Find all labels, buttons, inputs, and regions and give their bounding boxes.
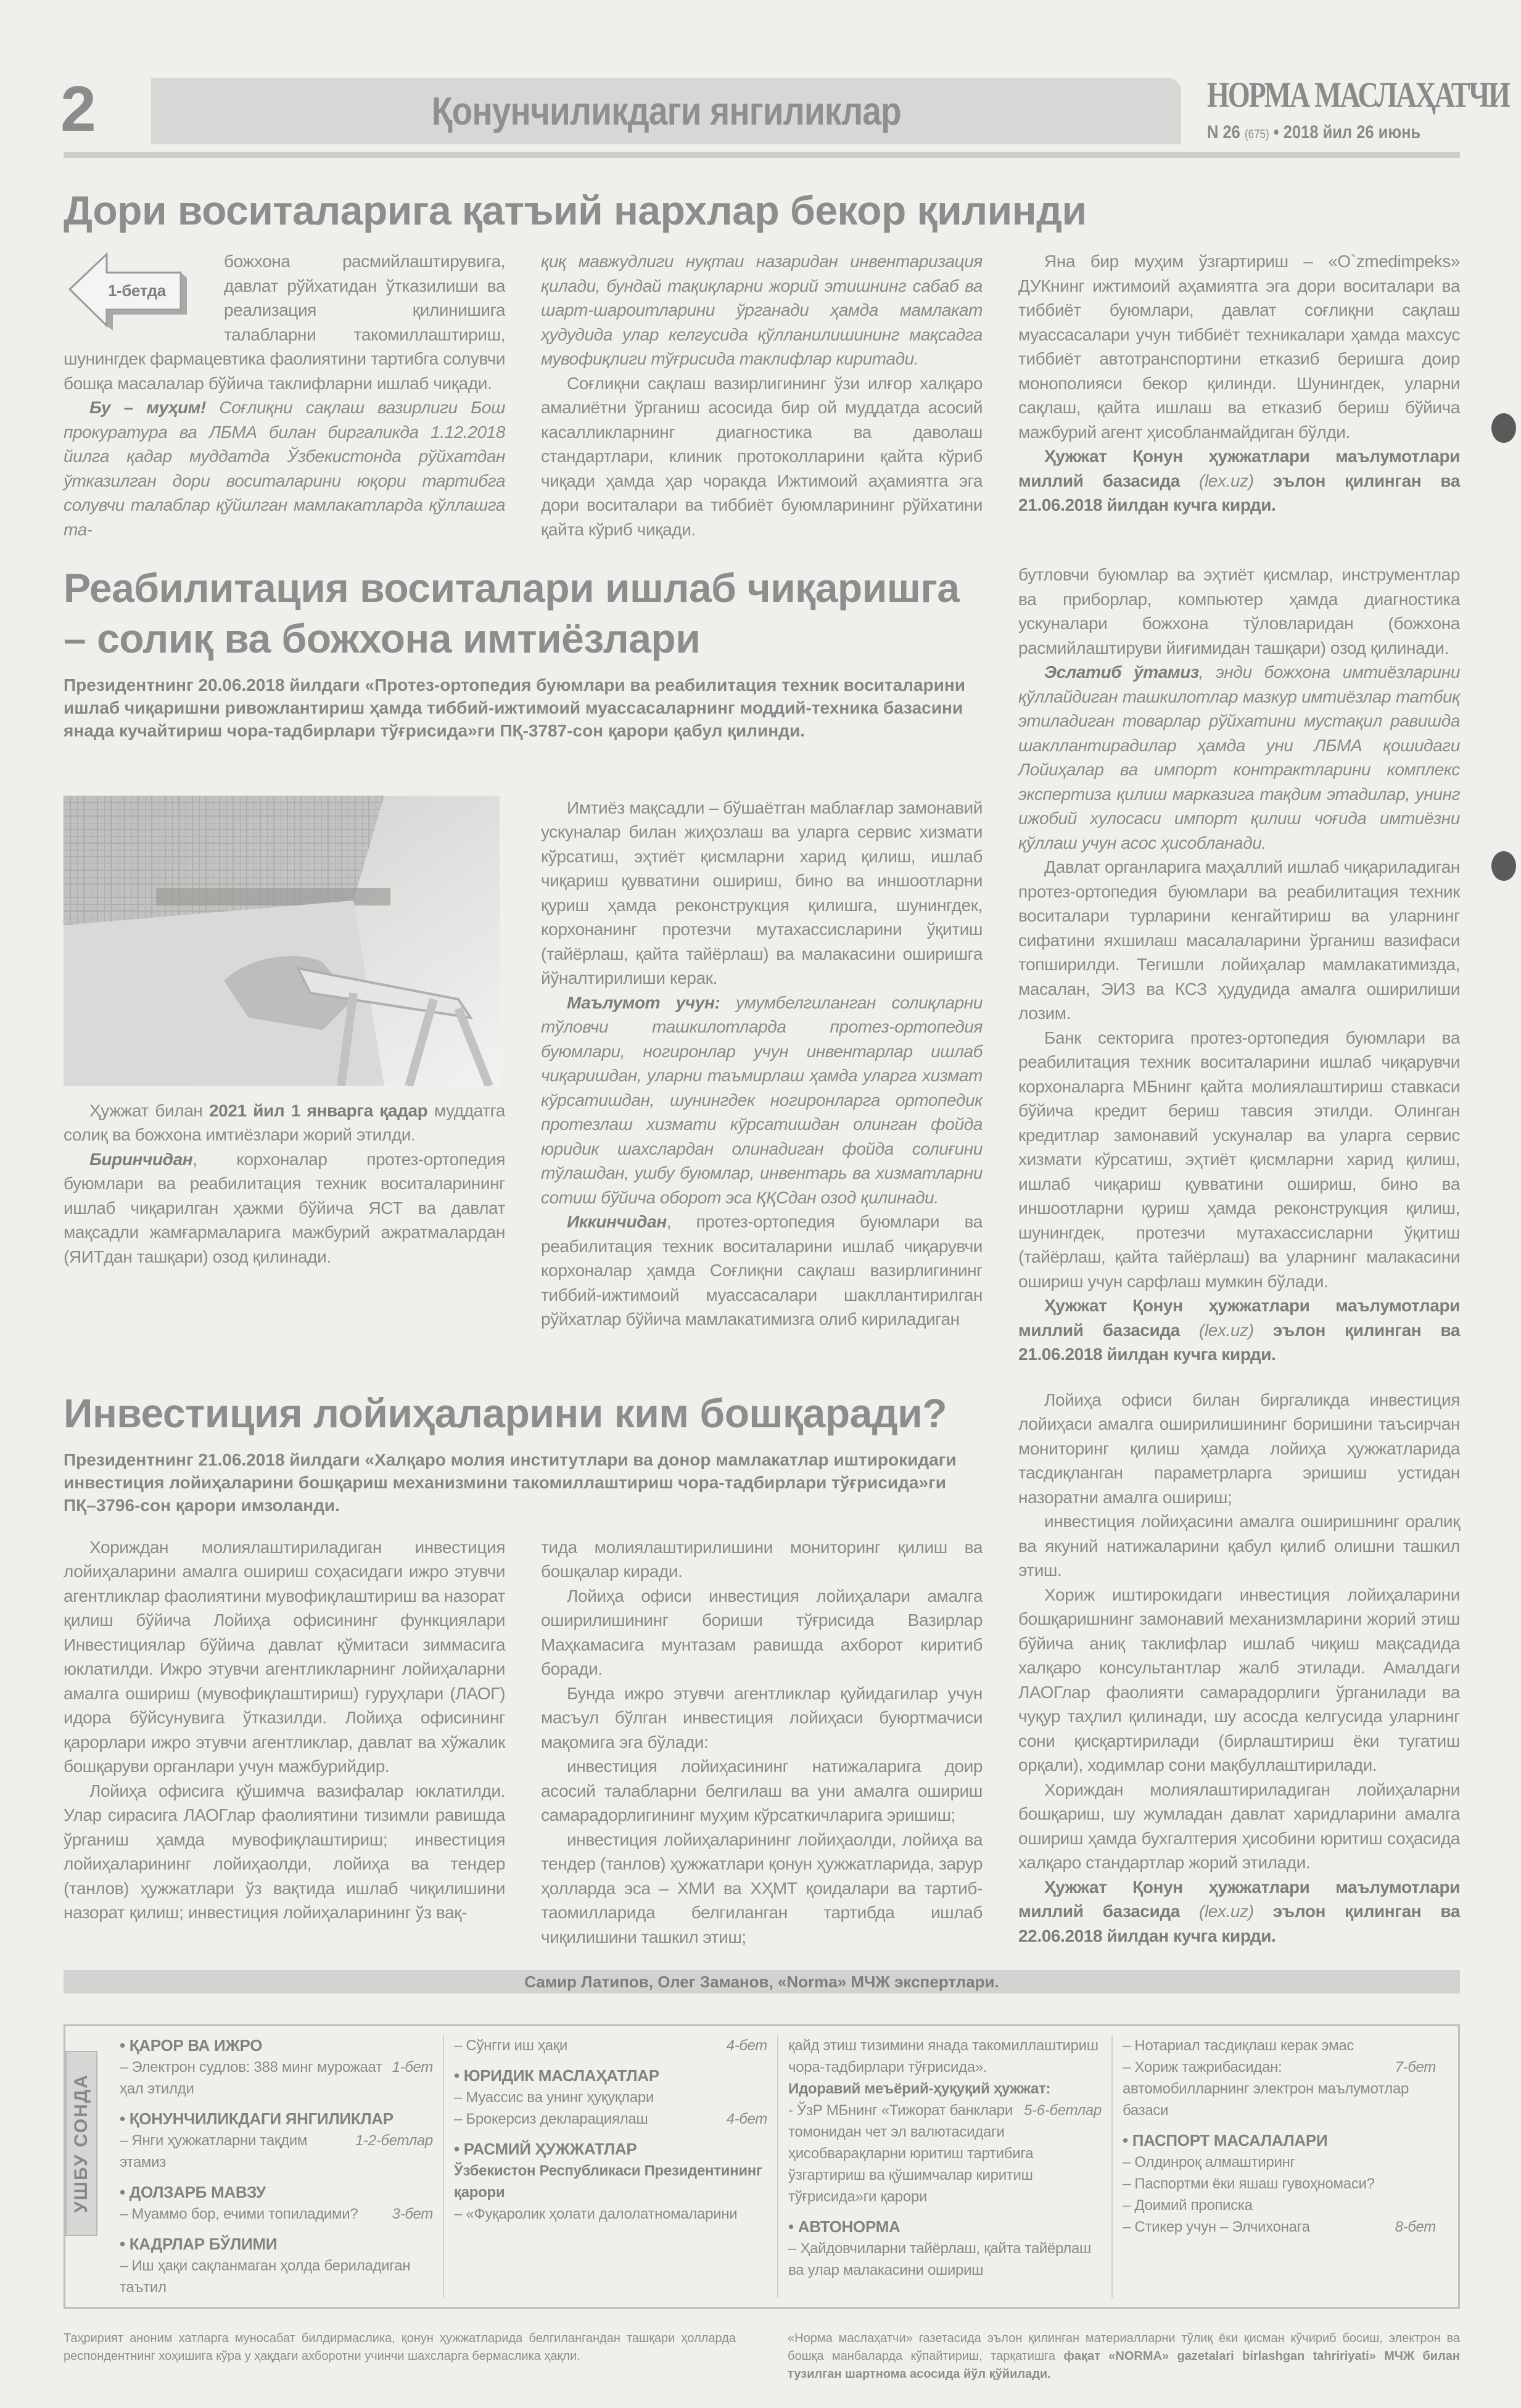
contents-text: – Брокерсиз декларациялаш <box>454 2111 648 2127</box>
contents-text: • ҚАРОР ВА ИЖРО <box>120 2036 263 2055</box>
contents-heading <box>1123 2130 1436 2151</box>
contents-item <box>1123 2195 1436 2216</box>
contents-item <box>120 2203 433 2225</box>
contents-item <box>454 2108 767 2130</box>
contents-item <box>120 2130 433 2173</box>
article1-column-1 <box>64 249 505 542</box>
article1 <box>64 185 1460 542</box>
contents-item <box>454 2087 767 2108</box>
article3-heading <box>64 1388 983 1535</box>
contents-text: – Паспортми ёки яшаш гувоҳномаси? <box>1123 2175 1375 2192</box>
article3-column-1 <box>64 1535 505 1925</box>
contents-item <box>788 2035 1102 2078</box>
contents-text: Ўзбекистон Республикаси Президентининг қарори <box>454 2163 762 2201</box>
contents-text: • АВТОНОРМА <box>788 2217 901 2236</box>
contents-text: – Муассис ва унинг ҳуқуқлари <box>454 2089 654 2106</box>
contents-subheading <box>454 2160 767 2203</box>
emphasis-text: (lex.uz) <box>1199 471 1254 490</box>
paragraph <box>1018 1293 1460 1367</box>
contents-text: – Иш ҳақи сақланмаган ҳолда бериладиган таътил <box>120 2258 411 2296</box>
paragraph <box>64 1779 505 1925</box>
contents-heading <box>454 2065 767 2087</box>
paragraph <box>541 1210 983 1332</box>
contents-text: • ЮРИДИК МАСЛАҲАТЛАР <box>454 2066 659 2085</box>
contents-item <box>1123 2035 1436 2056</box>
contents-text: – Электрон судлов: 388 минг мурожаат ҳал этилди <box>120 2059 382 2097</box>
photo-hand-on-walker <box>64 796 500 1086</box>
emphasis-text: Ҳужжат Қонун ҳужжатлари маълумотлари миллий базасида <box>1018 447 1460 490</box>
article3-column-3 <box>1018 1388 1460 1948</box>
article2-heading <box>64 563 983 761</box>
paragraph <box>1018 1026 1460 1294</box>
article2 <box>64 563 1460 1367</box>
contents-text: • ПАСПОРТ МАСАЛАЛАРИ <box>1123 2131 1328 2150</box>
emphasis-text: 2021 йил 1 январга қадар <box>209 1100 428 1120</box>
body-text: , протез-ортопедия буюмлари ва реабилитация техник воситаларини ишлаб чиқарувчи корхоналар ҳамда Соғлиқни сақлаш вазирлигининг тиббий-ижтимоий муассасалари шакллантирилган рўйхатлар бўйича мамлакатимизга олиб кириладиган <box>541 1212 983 1329</box>
emphasis-text: эълон қилинган ва 22.06.2018 йилдан кучга кирди. <box>1018 1902 1460 1945</box>
contents-heading <box>120 2108 433 2130</box>
contents-column-4 <box>1113 2035 1446 2298</box>
page-reference: 4-бет <box>726 2111 767 2127</box>
section-title: Қонунчиликдаги янгиликлар <box>431 89 901 133</box>
body-text: Ҳужжат билан <box>89 1100 209 1120</box>
page-reference: 1-2-бетлар <box>355 2132 433 2149</box>
article3-column-2 <box>541 1535 983 1950</box>
emphasis-text: Маълумот учун: <box>567 992 720 1012</box>
issue-total: (675) <box>1244 128 1269 141</box>
contents-item <box>788 2238 1102 2281</box>
page-reference: 1-бет <box>392 2059 433 2076</box>
issue-number: N 26 <box>1207 122 1240 142</box>
footer-copyright-text: «Норма маслаҳатчи» газетасида эълон қилинган материалларни тўлиқ ёки қисман кўчириб босиш, электрон ва бошқа манбаларда кўпайтириш, тарқатишга <box>788 2332 1460 2363</box>
paragraph <box>541 796 983 991</box>
footer <box>64 2330 1460 2383</box>
continued-from-arrow <box>64 249 212 342</box>
contents-item <box>120 2255 433 2298</box>
article3-title: Инвестиция лойиҳаларини ким бошқаради? <box>64 1390 947 1436</box>
paragraph <box>541 1828 983 1950</box>
paragraph <box>1018 1875 1460 1948</box>
contents-box <box>64 2024 1460 2309</box>
footer-editorial-note: Таҳририят аноним хатларга муносабат билдирмаслика, қонун ҳужжатларида белгилангандан ташқари ҳолларда респондентнинг хоҳишига кўра у ҳақдаги ахборотни учинчи шахсларга бермаслика ҳақли. <box>64 2332 736 2363</box>
contents-text: Идоравий меъёрий-ҳуқуқий ҳужжат: <box>788 2080 1051 2097</box>
paragraph <box>64 395 505 542</box>
issue-date: 2018 йил 26 июнь <box>1283 122 1421 142</box>
article3 <box>64 1388 1460 1950</box>
article1-title: Дори воситаларига қатъий нархлар бекор қилинди <box>64 188 1087 233</box>
paragraph <box>64 1099 505 1147</box>
contents-heading <box>788 2216 1102 2238</box>
contents-column-3 <box>778 2035 1111 2298</box>
body-text: Бунда ижро этувчи агентликлар қуйидагилар учун масъул бўлган инвестиция лойиҳаси буюртмачиси мақомига эга бўлади: <box>541 1683 983 1752</box>
contents-text: – Муаммо бор, ечими топиладими? <box>120 2206 358 2222</box>
body-text: божхона расмийлаштирувига, давлат рўйхатидан ўтказилиши ва реализация қилинишига талабларни такомиллаштириш, шунингдек фармацевтика фаолиятини тартибга солувчи бошқа масалалар бўйича таклифларни ишлаб чиқади. <box>64 252 505 393</box>
emphasis-text: Иккинчидан <box>567 1212 667 1232</box>
contents-heading <box>120 2035 433 2056</box>
emphasis-text: эълон қилинган ва 21.06.2018 йилдан кучга кирди. <box>1018 471 1460 514</box>
punch-hole-mark <box>1491 413 1516 443</box>
contents-text: – Ҳайдовчиларни тайёрлаш, қайта тайёрлаш ва улар малакасини ошириш <box>788 2240 1091 2278</box>
contents-text: • ДОЛЗАРБ МАВЗУ <box>120 2183 266 2201</box>
body-text: Лойиҳа офиси инвестиция лойиҳалари амалга оширилишининг бориши тўғрисида Вазирлар Маҳкамасига мунтазам равишда ахборот киритиб боради. <box>541 1586 983 1678</box>
bullet: • <box>1273 122 1284 142</box>
contents-item <box>454 2035 767 2056</box>
contents-text: • ҚОНУНЧИЛИКДАГИ ЯНГИЛИКЛАР <box>120 2109 394 2128</box>
contents-text: – Стикер учун – Элчихонага <box>1123 2219 1310 2235</box>
body-text: бутловчи буюмлар ва эҳтиёт қисмлар, инструментлар ва приборлар, компьютер ҳамда диагностика ускуналари божхона тўловларидан (божхона расмийлаштируви йиғимидан ташқари) озод қилинади. <box>1018 565 1460 658</box>
article1-column-3 <box>1018 249 1460 517</box>
contents-text: • РАСМИЙ ҲУЖЖАТЛАР <box>454 2140 637 2158</box>
continued-label: 1-бетда <box>108 281 166 300</box>
paragraph <box>1018 1388 1460 1510</box>
emphasis-text: (lex.uz) <box>1199 1320 1254 1340</box>
paragraph <box>1018 1778 1460 1875</box>
page-number: 2 <box>60 73 96 145</box>
body-text: Банк секторига протез-ортопедия буюмлари ва реабилитация техник воситаларини ишлаб чиқарувчи корхоналарга МБнинг қайта молиялаштириш ставкаси бўйича кредит бериш тавсия этилди. Олинган кредитлар замонавий ускуналар ва уларга сервис хизмати кўрсатиш, эҳтиёт қисмларни харид қилиш, ишлаб чиқариш қувватини ошириш, бино ва иншоотларни қуриш ҳамда реконструкция қилиш, шунингдек, протезчи мутахассисларни ўқитиш (тайёрлаш, қайта тайёрлаш) ва уларнинг малакасини ошириш учун сарфлаш мумкин бўлади. <box>1018 1028 1460 1291</box>
contents-heading <box>454 2138 767 2160</box>
contents-label-tab <box>65 2051 97 2236</box>
page-reference: 5-6-бетлар <box>1024 2102 1102 2119</box>
punch-hole-mark <box>1491 851 1516 881</box>
body-text: Соғлиқни сақлаш вазирлигининг ўзи илғор халқаро амалиётни ўрганиш асосида бир ой муддатда асосий касалликларнинг диагностика ва даволаш стандартлари, клиник протоколларини қайта кўриб чиқади ҳамда ҳар чоракда Ижтимоий аҳамиятга эга дори воситалари ва тиббиёт буюмларининг рўйхатини қайта кўриб чиқади. <box>541 373 983 539</box>
emphasis-text: Бу – муҳим! <box>89 398 220 417</box>
article2-column-2 <box>541 796 983 1332</box>
paragraph <box>64 1147 505 1269</box>
emphasis-text: , энди божхона имтиёзларини қўллайдиган ташкилотлар мазкур имтиёзлар татбиқ этиладиган товарлар рўйхатини мустақил равишда шакллантирадилар ҳамда уни ЛБМА қошидаги Лойиҳалар ва импорт контрактларини комплекс экспертиза қилиш марказига тақдим этадилар, унинг ижобий хулосаси импорт қилиш чоғида имтиёзни қўллаш учун асос ҳисобланади. <box>1018 662 1460 852</box>
article1-column-2 <box>541 249 983 542</box>
article2-lead: Президентнинг 20.06.2018 йилдаги «Протез-ортопедия буюмлари ва реабилитация техник воситаларини ишлаб чиқаришни ривожлантириш ҳамда тиббий-ижтимоий муассасаларнинг моддий-техника базасини янада кучайтириш чора-тадбирлари тўғрисида»ги ПҚ-3787-сон қарори қабул қилинди. <box>64 675 965 740</box>
paragraph <box>1018 855 1460 1026</box>
body-text: Лойиҳа офисига қўшимча вазифалар юклатилди. Улар сирасига ЛАОГлар фаолиятини тизимли равишда ўрганиш ҳамда мувофиқлаштириш; инвестиция лойиҳаларининг лойиҳаолди, лойиҳа ва тендер (танлов) ҳужжатлари ўз вақтида ишлаб чиқилишини назорат қилиш; инвестиция лойиҳаларининг ўз вақ- <box>64 1781 505 1922</box>
contents-item <box>454 2203 767 2225</box>
body-text: муддатга солиқ ва божхона имтиёзлари жорий этилди. <box>64 1100 505 1145</box>
emphasis-text: (lex.uz) <box>1199 1902 1254 1921</box>
emphasis-text: умумбелгиланган солиқларни тўловчи ташкилотларда протез-ортопедия буюмлари, ногиронлар учун инвентарлар ишлаб чиқаришдан, уларни таъмирлаш ҳамда уларга хизмат кўрсатишдан, шунингдек ногиронларга ортопедик протезлаш хизмати кўрсатишдан олинган фойда юридик шахслардан олинадиган фойда солиғини тўлашдан, ушбу буюмлар, инвентарь ва хизматларни сотиш бўйича оборот эса ҚҚСдан озод қилинади. <box>541 992 983 1207</box>
contents-text: - ЎзР МБнинг «Тижорат банклари томонидан чет эл валютасидаги ҳисобварақларни юритиш тартибига ўзгартириш ва қўшимчалар киритиш тўғрисида»ги қарори <box>788 2102 1034 2205</box>
article3-lead: Президентнинг 21.06.2018 йилдаги «Халқаро молия институтлари ва донор мамлакатлар иштирокидаги инвестиция лойиҳаларини бошқариш механизмини такомиллаштириш чора-тадбирлари тўғрисида»ги ПҚ–3796-сон қарори имзоланди. <box>64 1449 957 1515</box>
contents-text: – Хориж тажрибасидан: автомобилларнинг электрон маълумотлар базаси <box>1123 2059 1409 2119</box>
body-text: инвестиция лойиҳасини амалга оширишнинг оралиқ ва якуний натижаларини қабул қилиб олишни ташкил этиш. <box>1018 1512 1460 1580</box>
contents-item <box>788 2100 1102 2208</box>
contents-item <box>1123 2151 1436 2173</box>
byline: Самир Латипов, Олег Заманов, «Norma» МЧЖ экспертлари. <box>64 1970 1460 1994</box>
body-text: инвестиция лойиҳасининг натижаларига доир асосий талабларни белгилаш ва уни амалга ошириш самарадорлигининг муҳим кўрсаткичларига эришиш; <box>541 1757 983 1825</box>
paragraph <box>1018 249 1460 444</box>
contents-text: – Янги ҳужжатларни тақдим этамиз <box>120 2132 308 2171</box>
contents-text: – Сўнгги иш ҳақи <box>454 2037 567 2054</box>
article2-column-3 <box>1018 563 1460 1367</box>
body-text: Хориж иштирокидаги инвестиция лойиҳаларини бошқаришнинг замонавий механизмларини жорий этиш бўйича аниқ таклифлар ишлаб чиқиш мақсадида халқаро консультантлар жалб этилади. Амалдаги ЛАОГлар фаолияти самарадорлиги ўрганилади ва чуқур таҳлил қилинади, шу асосда келгусида уларнинг сони қисқартирилади (бирлаштириш ёки тугатиш орқали), ходимлар сони мақбуллаштирилади. <box>1018 1585 1460 1775</box>
contents-text: – Олдинроқ алмаштиринг <box>1123 2154 1295 2171</box>
contents-column-1 <box>110 2035 443 2298</box>
body-text: Яна бир муҳим ўзгартириш – «O`zmedimpeks» ДУКнинг ижтимоий аҳамиятга эга дори воситалари ва тиббиёт буюмлари, давлат соғлиқни сақлаш муассасалари учун тиббиёт техникалари ҳамда махсус тиббиёт автотранспортини етказиб беришга доир монополияси бекор қилинди. Шунингдек, уларни сақлаш, қайта ишлаш ва етказиб бериш бўйича мажбурий агент ҳисобланмайдиган бўлди. <box>1018 252 1460 442</box>
contents-subheading <box>788 2078 1102 2100</box>
footer-copyright-bold: фақат «NORMA» gazetalari birlashgan tahririyati» МЧЖ билан тузилган шартнома асосида йўл қўйилади. <box>788 2349 1460 2381</box>
article2-title: Реабилитация воситалари ишлаб чиқаришга – солиқ ва божхона имтиёзлари <box>64 565 960 661</box>
paragraph <box>1018 660 1460 855</box>
contents-item <box>1123 2216 1436 2238</box>
page-reference: 8-бет <box>1395 2219 1436 2235</box>
body-text: Лойиҳа офиси билан биргаликда инвестиция лойиҳаси амалга оширилишининг боришини таъсирчан мониторинг қилиш ҳамда лойиҳа ҳужжатларида тасдиқланган параметрларга эришиш устидан назоратни амалга ошириш; <box>1018 1390 1460 1507</box>
paragraph <box>1018 1583 1460 1778</box>
contents-item <box>1123 2056 1436 2121</box>
paragraph <box>1018 563 1460 660</box>
masthead: НОРМА МАСЛАҲАТЧИ <box>1207 75 1509 115</box>
contents-text: – Нотариал тасдиқлаш керак эмас <box>1123 2037 1354 2054</box>
paragraph <box>1018 1509 1460 1583</box>
page-reference: 7-бет <box>1395 2059 1436 2076</box>
paragraph <box>541 249 983 371</box>
contents-heading <box>120 2182 433 2203</box>
paragraph <box>541 991 983 1210</box>
contents-item <box>120 2056 433 2100</box>
emphasis-text: Эслатиб ўтамиз <box>1044 662 1199 682</box>
body-text: Хориждан молиялаштириладиган инвестиция лойиҳаларини амалга ошириш соҳасидаги ижро этувчи агентликлар фаолиятини мувофиқлаштириш ва назорат қилиш бўйича Лойиҳа офисининг функциялари Инвестициялар бўйича давлат қўмитаси зиммасига юклатилди. Ижро этувчи агентликларнинг лойиҳаларни амалга ошириш (мувофиқлаштириш) гуруҳлари (ЛАОГ) идора бўйсунувига ўтказилди. Лойиҳа офисининг қарорлари ижро этувчи агентликлар, давлат ва хўжалик бошқаруви органлари учун мажбурийдир. <box>64 1537 505 1776</box>
page-reference: 4-бет <box>726 2037 767 2054</box>
paragraph <box>541 1535 983 1584</box>
article2-photo <box>64 796 500 1086</box>
footer-copyright-note <box>788 2330 1460 2383</box>
contents-text: – Доимий прописка <box>1123 2197 1253 2214</box>
paragraph <box>541 1681 983 1755</box>
body-text: инвестиция лойиҳаларининг лойиҳаолди, лойиҳа ва тендер (танлов) ҳужжатлари қонун ҳужжатларида, зарур ҳолларда эса – ХМИ ва ХҲМТ қоидалари ва тартиб-таомилларида белгиланган тартибда ишлаб чиқилишини ташкил этиш; <box>541 1829 983 1947</box>
body-text: тида молиялаштирилишини мониторинг қилиш ва бошқалар киради. <box>541 1537 983 1581</box>
contents-item <box>1123 2173 1436 2195</box>
article2-column-1 <box>64 1099 505 1269</box>
contents-label: УШБУ СОНДА <box>71 2074 92 2213</box>
contents-text: – «Фуқаролик ҳолати далолатномаларини <box>454 2206 738 2222</box>
contents-heading <box>120 2233 433 2255</box>
body-text: Хориждан молиялаштириладиган лойиҳаларни бошқариш, шу жумладан давлат харидларини амалга ошириш ҳамда бухгалтерия ҳисобини юритиш соҳасида халқаро стандартлар жорий этилади. <box>1018 1779 1460 1872</box>
contents-text: • КАДРЛАР БЎЛИМИ <box>120 2235 278 2253</box>
contents-column-2 <box>444 2035 777 2298</box>
paragraph <box>541 371 983 542</box>
paragraph <box>541 1754 983 1828</box>
emphasis-text: Ҳужжат Қонун ҳужжатлари маълумотлари миллий базасида <box>1018 1877 1460 1921</box>
emphasis-text: қиқ мавжудлиги нуқтаи назаридан инвентаризация қилади, бундай тақиқларни жорий этишнинг сабаб ва шарт-шароитларини ўрганади ҳамда мамлакат ҳудудида улар келгусида қўлланилишининг мақсадга мувофиқлиги тўғрисида таклифлар киритади. <box>541 252 983 368</box>
contents-text: қайд этиш тизимини янада такомиллаштириш чора-тадбирлари тўғрисида». <box>788 2037 1098 2076</box>
paragraph <box>64 1535 505 1779</box>
emphasis-text: Биринчидан <box>89 1149 193 1169</box>
emphasis-text: эълон қилинган ва 21.06.2018 йилдан кучга кирди. <box>1018 1320 1460 1364</box>
body-text: Давлат органларига маҳаллий ишлаб чиқариладиган протез-ортопедия буюмлари ва реабилитация техник воситалари турларини кенгайтириш ва уларнинг сифатини яхшилаш масалаларини ўрганиш вазифаси топширилди. Тегишли лойиҳалар мамлакатимизда, масалан, ЭИЗ ва КСЗ ҳудудида амалга оширилиши лозим. <box>1018 857 1460 1023</box>
emphasis-text: Ҳужжат Қонун ҳужжатлари маълумотлари миллий базасида <box>1018 1296 1460 1340</box>
paragraph <box>541 1584 983 1681</box>
body-text: Имтиёз мақсадли – бўшаётган маблағлар замонавий ускуналар билан жиҳозлаш ва уларга сервис хизмати кўрсатиш, эҳтиёт қисмларни харид қилиш, ишлаб чиқариш қувватини ошириш, бино ва иншоотларни қуриш ҳамда реконструкция қилишга, шунингдек, корхонанинг протезчи мутахассисларини ўқитиш (тайёрлаш, қайта тайёрлаш) ва малакасини оширишга йўналтирилиши керак. <box>541 798 983 988</box>
body-text: , корхоналар протез-ортопедия буюмлари ва реабилитация техник воситаларининг ишлаб чиқарилган ҳажми бўйича ЯСТ ва давлат мақсадли жамғармаларига мажбурий ажратмалардан (ЯИТдан ташқари) озод қилинади. <box>64 1149 505 1266</box>
article2-column-1-wrap <box>64 796 505 1269</box>
emphasis-text: Соғлиқни сақлаш вазирлиги Бош прокуратура ва ЛБМА билан биргаликда 1.12.2018 йилга қадар муддатда Ўзбекистонда рўйхатдан ўтказилган дори воситаларини юқори тартибга солувчи талаблар қўйилган мамлакатларда қўллашга та- <box>64 398 505 539</box>
page-reference: 3-бет <box>392 2206 433 2222</box>
paragraph <box>1018 444 1460 517</box>
